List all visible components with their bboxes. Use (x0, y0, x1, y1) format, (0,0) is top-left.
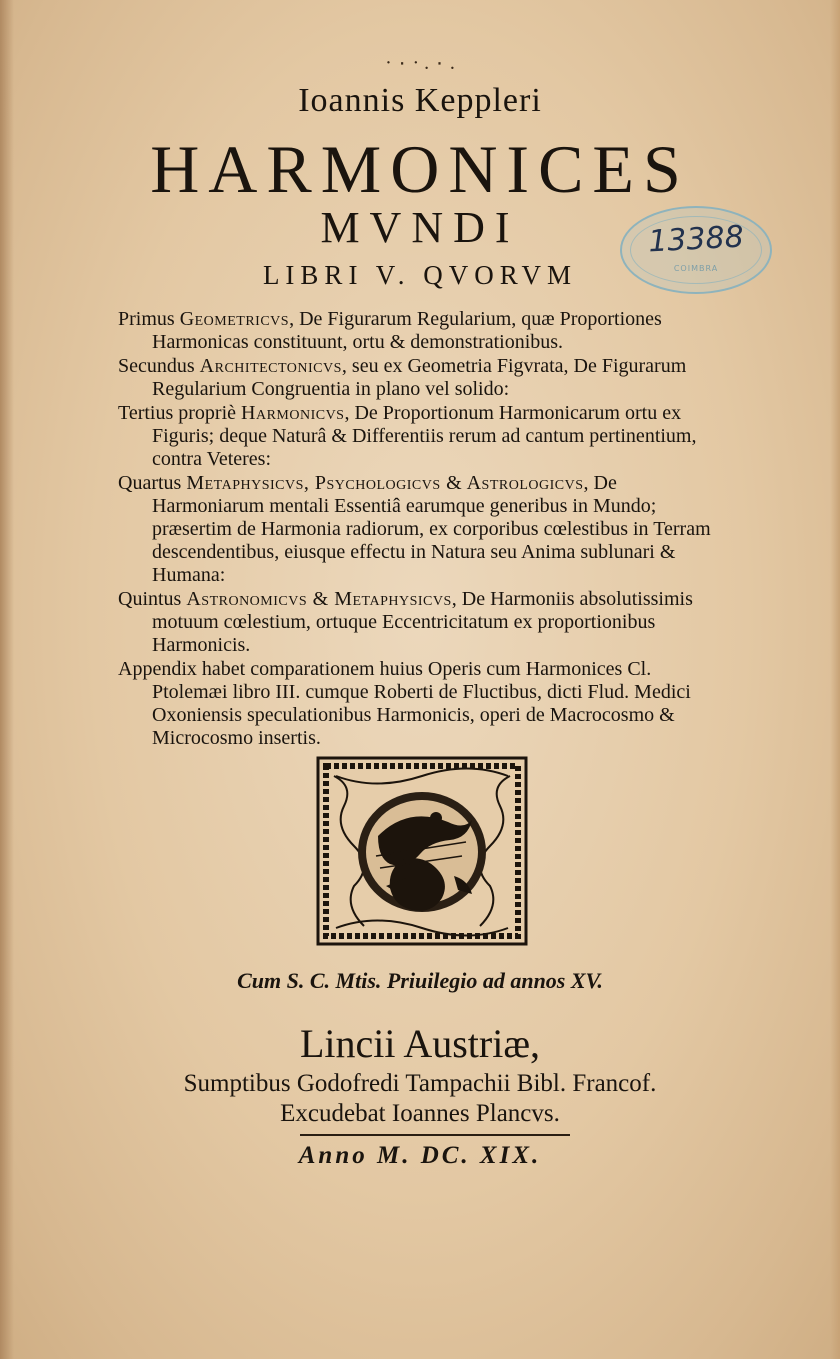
book-name: Architectonicvs (199, 355, 342, 377)
book-text: , seu ex Geometria Figvrata, De Figurarum Regularium Congruentia in plano vel solido: (152, 355, 687, 400)
book-name: Harmonicvs (241, 402, 345, 424)
stamp-label: COIMBRA (673, 264, 719, 273)
publication-year: Anno M. DC. XIX. (298, 1142, 542, 1169)
imprint-printer: Excudebat Ioannes Plancvs. (280, 1100, 560, 1127)
book-subtitle: LIBRI V. QVORVM (262, 260, 578, 290)
contents-item-book1 (118, 308, 730, 354)
header-ornament: · ٠ . · ٠ . (385, 52, 455, 74)
book-text: , De Proportionum Harmonicarum ortu ex Figuris; deque Naturâ & Differentiis rerum ad cantum pertinentium, contra Veteres: (152, 402, 697, 470)
contents-item-appendix (118, 658, 730, 750)
book-title-line2: MVNDI (320, 203, 520, 252)
book-lead: Quintus (118, 588, 187, 610)
privilege-line: Cum S. C. Mtis. Priuilegio ad annos XV. (237, 968, 603, 993)
contents-item-book5 (118, 588, 730, 657)
contents-item-book2 (118, 355, 730, 401)
book-name: Geometricvs (179, 308, 290, 330)
book-name: Astronomicvs & Metaphysicvs (186, 588, 452, 610)
book-text: , De Figurarum Regularium, quæ Proportiones Harmonicas constituunt, ortu & demonstrationibus. (152, 308, 662, 353)
book-text: habet comparationem huius Operis cum Harmonices Cl. Ptolemæi libro III. cumque Roberti de Fluctibus, dicti Flud. Medici Oxoniensis speculationibus Harmonicis, operi de Macrocosmo & Microcosmo insertis. (152, 658, 691, 749)
divider-rule (300, 1134, 570, 1136)
contents-list (118, 308, 730, 751)
author-name: Ioannis Keppleri (298, 82, 542, 119)
contents-item-book4 (118, 472, 730, 587)
book-lead: Tertius propriè (118, 402, 242, 424)
printers-device-woodcut (316, 756, 528, 946)
book-lead: Appendix (118, 658, 202, 680)
place-of-publication: Lincii Austriæ, (300, 1021, 540, 1066)
book-name: Metaphysicvs, Psychologicvs & Astrologicvs (186, 472, 584, 494)
book-lead: Primus (118, 308, 180, 330)
book-lead: Quartus (118, 472, 187, 494)
book-title-line1: HARMONICES (150, 131, 690, 207)
book-text: , De Harmoniarum mentali Essentiâ earumque generibus in Mundo; præsertim de Harmonia radiorum, ex corporibus cœlestibus in Terram descendentibus, eiusque effectu in Natura seu Anima sublunari & Humana: (152, 472, 711, 586)
book-text: , De Harmoniis absolutissimis motuum cœlestium, ortuque Eccentricitatum ex proportionibus Harmonicis. (152, 588, 693, 656)
stamp-number: 13388 (647, 219, 745, 260)
contents-item-book3 (118, 402, 730, 471)
book-lead: Secundus (118, 355, 200, 377)
imprint-publisher: Sumptibus Godofredi Tampachii Bibl. Francof. (183, 1070, 657, 1097)
library-stamp (620, 206, 772, 294)
